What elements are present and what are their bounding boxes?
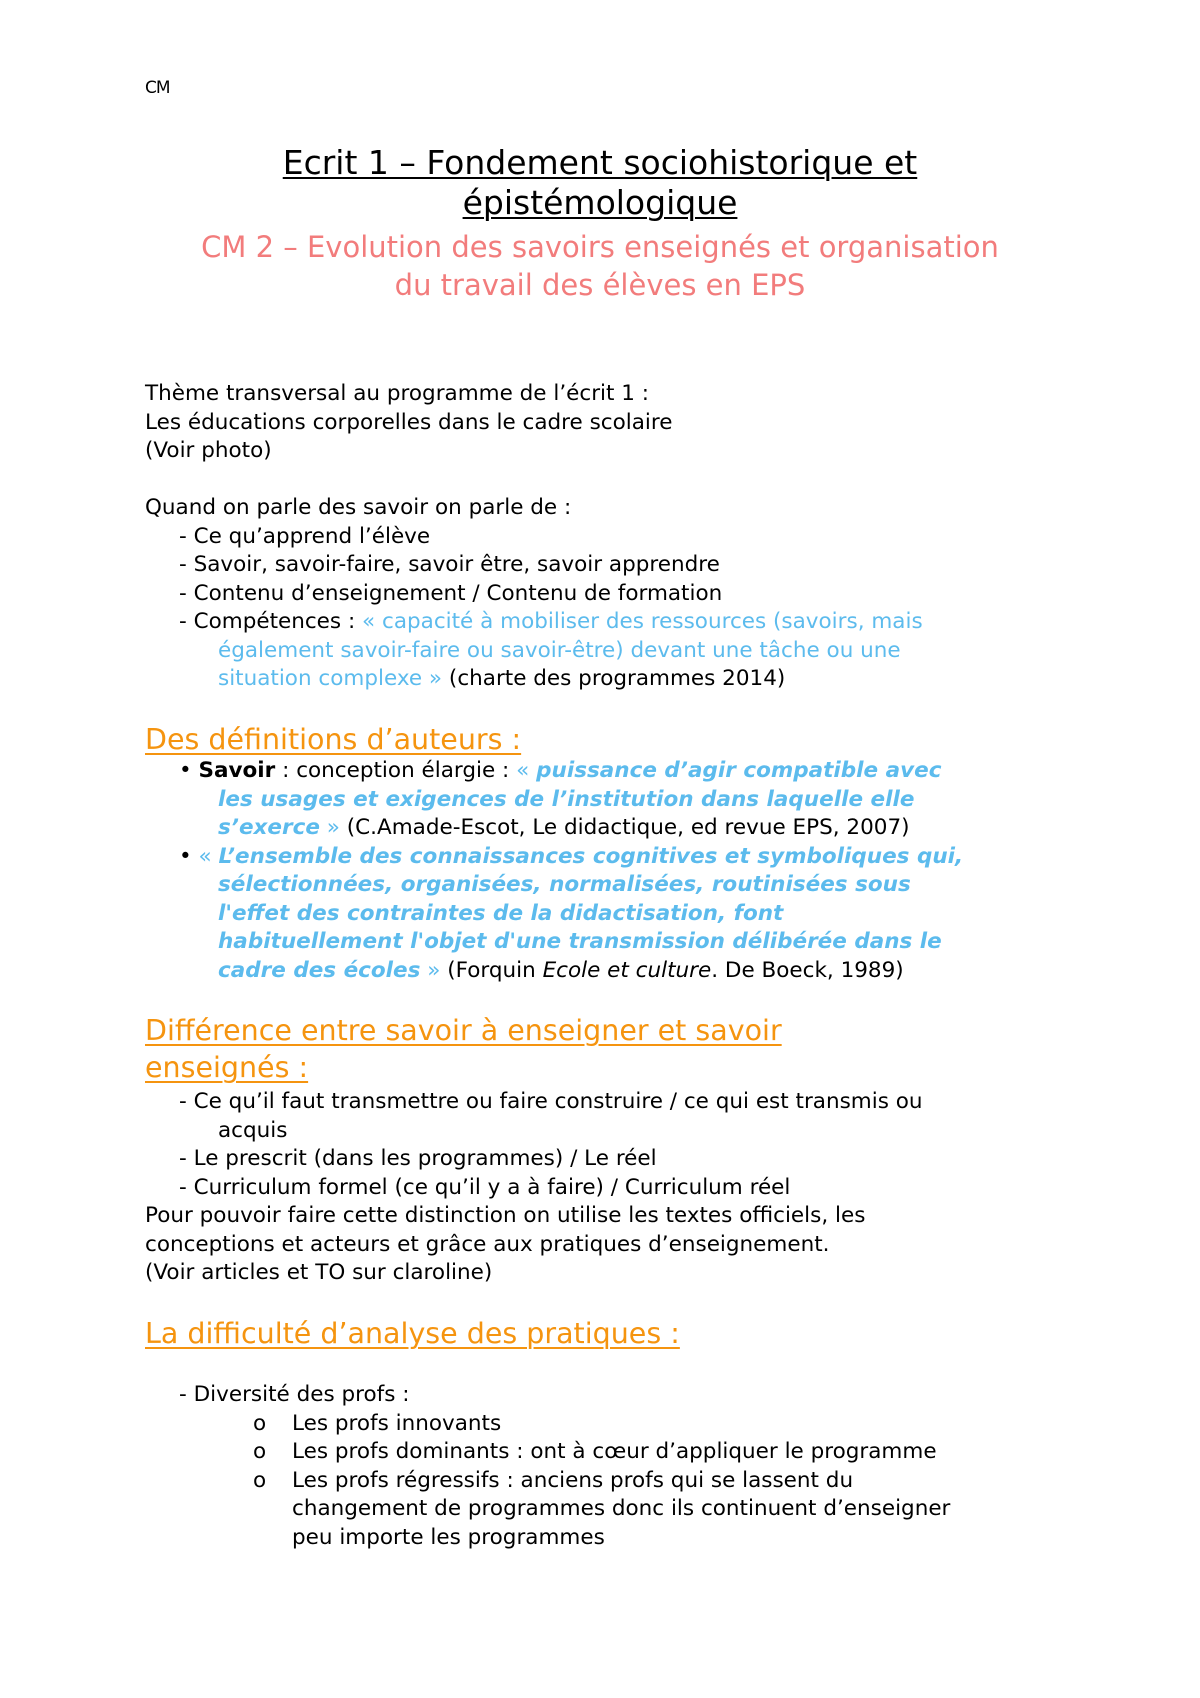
definition-source: (Forquin xyxy=(440,957,543,983)
competences-quote: situation complexe » xyxy=(218,666,443,691)
list-item: - Savoir, savoir-faire, savoir être, savoir apprendre xyxy=(179,552,720,577)
list-item: - Ce qu’il faut transmettre ou faire construire / ce qui est transmis ou xyxy=(179,1089,923,1114)
paragraph-line: Pour pouvoir faire cette distinction on utilise les textes officiels, les xyxy=(145,1203,866,1228)
definition-source: (C.Amade-Escot, Le didactique, ed revue EPS, 2007) xyxy=(339,815,910,840)
list-item: - Diversité des profs : xyxy=(179,1382,410,1407)
definition-quote-end xyxy=(145,814,1065,843)
quote-mark: « xyxy=(516,758,537,783)
sub-list-item xyxy=(145,1467,1065,1496)
definition-quote: puissance d’agir compatible avec xyxy=(536,758,942,783)
definition-quote: les usages et exigences de l’institution dans laquelle elle xyxy=(218,786,915,812)
sub-item-continuation: changement de programmes donc ils continuent d’enseigner xyxy=(292,1496,951,1521)
circle-bullet-icon: o xyxy=(253,1439,267,1464)
intro-line: Les éducations corporelles dans le cadre scolaire xyxy=(145,409,673,435)
competences-source: (charte des programmes 2014) xyxy=(442,666,786,691)
sub-list-item xyxy=(145,1410,1065,1439)
paragraph-line: conceptions et acteurs et grâce aux pratiques d’enseignement. xyxy=(145,1231,830,1257)
intro-block xyxy=(145,380,1065,466)
header-label: CM xyxy=(145,78,170,98)
difference-block xyxy=(145,1088,1065,1288)
quote-mark: » xyxy=(319,815,340,840)
definition-quote: l'effet des contraintes de la didactisation, font xyxy=(218,900,784,926)
competences-prefix: - Compétences : xyxy=(179,609,363,634)
page-title xyxy=(145,143,1055,223)
section-heading-difficulte: La difficulté d’analyse des pratiques : xyxy=(145,1317,680,1350)
definitions-block xyxy=(145,757,1065,985)
section-heading-difference xyxy=(145,1012,782,1086)
definition-quote: s’exerce xyxy=(218,815,320,840)
definition-item xyxy=(145,843,1065,872)
section-heading-definitions: Des définitions d’auteurs : xyxy=(145,723,522,756)
definition-item xyxy=(145,757,1065,786)
title-line-2: épistémologique xyxy=(462,183,738,222)
definition-quote: habituellement l'objet d'une transmission délibérée dans le xyxy=(218,929,942,954)
paragraph-line: (Voir articles et TO sur claroline) xyxy=(145,1260,493,1285)
list-item: - Ce qu’apprend l’élève xyxy=(179,523,431,549)
heading-line: enseignés : xyxy=(145,1051,309,1084)
competences-quote: également savoir-faire ou savoir-être) devant une tâche ou une xyxy=(218,637,901,663)
definition-term: Savoir xyxy=(198,758,276,783)
definition-text: : conception élargie : xyxy=(275,758,517,783)
circle-bullet-icon: o xyxy=(253,1467,267,1493)
definition-source: . De Boeck, 1989) xyxy=(711,957,904,983)
intro-line: Thème transversal au programme de l’écrit 1 : xyxy=(145,381,650,406)
difficulte-block xyxy=(145,1381,1065,1552)
subtitle-line-2: du travail des élèves en EPS xyxy=(394,268,806,302)
heading-line: Différence entre savoir à enseigner et savoir xyxy=(145,1014,782,1047)
definition-quote-end xyxy=(145,957,1065,986)
list-item-competences xyxy=(145,608,1065,637)
subtitle-line-1: CM 2 – Evolution des savoirs enseignés et organisation xyxy=(201,230,999,264)
savoirs-lead: Quand on parle des savoir on parle de : xyxy=(145,495,572,520)
definition-quote: cadre des écoles xyxy=(218,957,421,983)
sub-item-text: Les profs dominants : ont à cœur d’appliquer le programme xyxy=(292,1439,937,1464)
definition-source-title: Ecole et culture xyxy=(542,957,712,983)
definition-quote: sélectionnées, organisées, normalisées, routinisées sous xyxy=(218,872,911,897)
sub-item-text: Les profs régressifs : anciens profs qui se lassent du xyxy=(292,1467,854,1493)
quote-mark: » xyxy=(420,957,441,983)
definition-quote: L’ensemble des connaissances cognitives et symboliques qui, xyxy=(218,843,964,869)
circle-bullet-icon: o xyxy=(253,1410,267,1436)
list-item-continuation: acquis xyxy=(218,1117,288,1143)
quote-mark: « xyxy=(198,843,219,869)
sub-item-continuation: peu importe les programmes xyxy=(292,1524,605,1550)
title-line-1: Ecrit 1 – Fondement sociohistorique et xyxy=(282,143,918,182)
bullet-icon: • xyxy=(179,843,199,869)
list-item: - Curriculum formel (ce qu’il y a à faire) / Curriculum réel xyxy=(179,1174,791,1200)
intro-line: (Voir photo) xyxy=(145,438,272,463)
list-item: - Contenu d’enseignement / Contenu de formation xyxy=(179,580,723,606)
savoirs-block xyxy=(145,494,1065,694)
sub-item-text: Les profs innovants xyxy=(292,1410,502,1436)
competences-quote-end xyxy=(145,665,1065,694)
list-item: - Le prescrit (dans les programmes) / Le réel xyxy=(179,1146,657,1171)
bullet-icon: • xyxy=(179,758,199,783)
competences-quote: « capacité à mobiliser des ressources (savoirs, mais xyxy=(362,609,923,634)
page-subtitle xyxy=(145,228,1055,304)
sub-list-item xyxy=(145,1438,1065,1467)
